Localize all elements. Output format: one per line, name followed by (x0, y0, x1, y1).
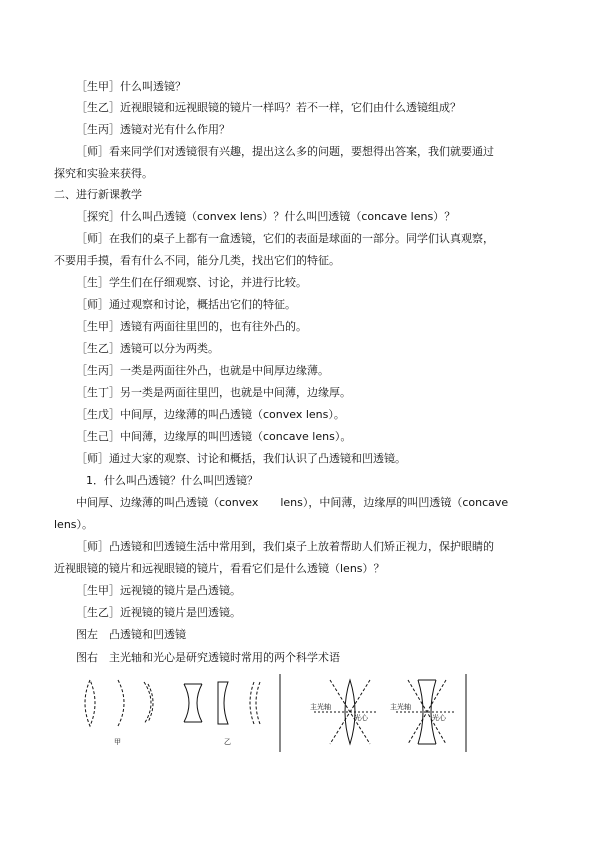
dialogue-line: ［生戊］中间厚，边缘薄的叫凸透镜（convex lens）。 (76, 408, 345, 421)
dialogue-line: ［师］看来同学们对透镜很有兴趣，提出这么多的问题，要想得出答案，我们就要通过 (76, 145, 494, 158)
dialogue-line-cont: 探究和实验来获得。 (54, 167, 153, 180)
planoconvex-lens (118, 680, 124, 726)
dialogue-line: ［生甲］远视镜的镜片是凸透镜。 (76, 584, 241, 597)
dialogue-line: ［生甲］透镜有两面往里凹的，也有往外凸的。 (76, 320, 307, 333)
planoconcave-lens (218, 682, 228, 724)
dialogue-line: ［生丙］透镜对光有什么作用？ (76, 123, 230, 136)
dialogue-line: ［生乙］透镜可以分为两类。 (76, 342, 219, 355)
dialogue-line: ［生丙］一类是两面往外凸，也就是中间厚边缘薄。 (76, 364, 329, 377)
dialogue-line: ［生乙］近视眼镜和远视眼镜的镜片一样吗？若不一样，它们由什么透镜组成？ (76, 101, 461, 114)
meniscus-convex-lens (144, 682, 153, 724)
dialogue-line: ［师］通过大家的观察、讨论和概括，我们认识了凸透镜和凹透镜。 (76, 452, 406, 465)
convex-axis-diagram (314, 680, 378, 744)
definition-line: 中间厚、边缘薄的叫凸透镜（convex lens），中间薄，边缘厚的叫凹透镜（concave (76, 496, 509, 509)
axis-label-1: 主光轴 (310, 703, 331, 711)
dialogue-line: ［师］在我们的桌子上都有一盒透镜，它们的表面是球面的一部分。同学们认真观察， (76, 232, 494, 245)
definition-line-cont: lens）。 (54, 518, 94, 531)
concave-axis-diagram (396, 680, 456, 744)
figure-caption-right: 图右 主光轴和光心是研究透镜时常用的两个科学术语 (76, 651, 340, 664)
convex-mark-label: 甲 (114, 738, 121, 746)
biconvex-lens (85, 680, 95, 726)
biconcave-lens (184, 684, 202, 722)
dialogue-line: ［生］学生们在仔细观察、讨论，并进行比较。 (76, 276, 307, 289)
dialogue-line: ［师］通过观察和讨论，概括出它们的特征。 (76, 298, 296, 311)
dialogue-line: ［探究］什么叫凸透镜（convex lens）？什么叫凹透镜（concave lens）？ (76, 210, 456, 223)
dialogue-line: ［生乙］近视镜的镜片是凹透镜。 (76, 606, 241, 619)
dialogue-line-cont: 不要用手摸，看有什么不同，能分几类，找出它们的特征。 (54, 254, 340, 267)
question-heading: 1．什么叫凸透镜？什么叫凹透镜？ (86, 474, 258, 487)
concave-lenses-group (184, 682, 260, 724)
dialogue-line: ［生己］中间薄，边缘厚的叫凹透镜（concave lens）。 (76, 430, 352, 443)
dialogue-line: ［生甲］什么叫透镜？ (76, 80, 186, 93)
optical-center-label-1: 光心 (354, 714, 368, 722)
section-heading: 二、进行新课教学 (54, 188, 142, 201)
figure-caption-left: 图左 凸透镜和凹透镜 (76, 628, 186, 641)
convex-lenses-group (85, 680, 153, 726)
concave-mark-label: 乙 (224, 738, 231, 746)
dialogue-line-cont: 近视眼镜的镜片和远视眼镜的镜片，看看它们是什么透镜（lens）？ (54, 562, 385, 575)
axis-label-2: 主光轴 (390, 703, 411, 711)
optical-center-label-2: 光心 (432, 714, 446, 722)
meniscus-concave-lens (250, 682, 260, 724)
dialogue-line: ［生丁］另一类是两面往里凹，也就是中间薄，边缘厚。 (76, 386, 351, 399)
dialogue-line: ［师］凸透镜和凹透镜生活中常用到，我们桌子上放着帮助人们矫正视力，保护眼睛的 (76, 540, 494, 553)
lens-figure (78, 672, 478, 762)
